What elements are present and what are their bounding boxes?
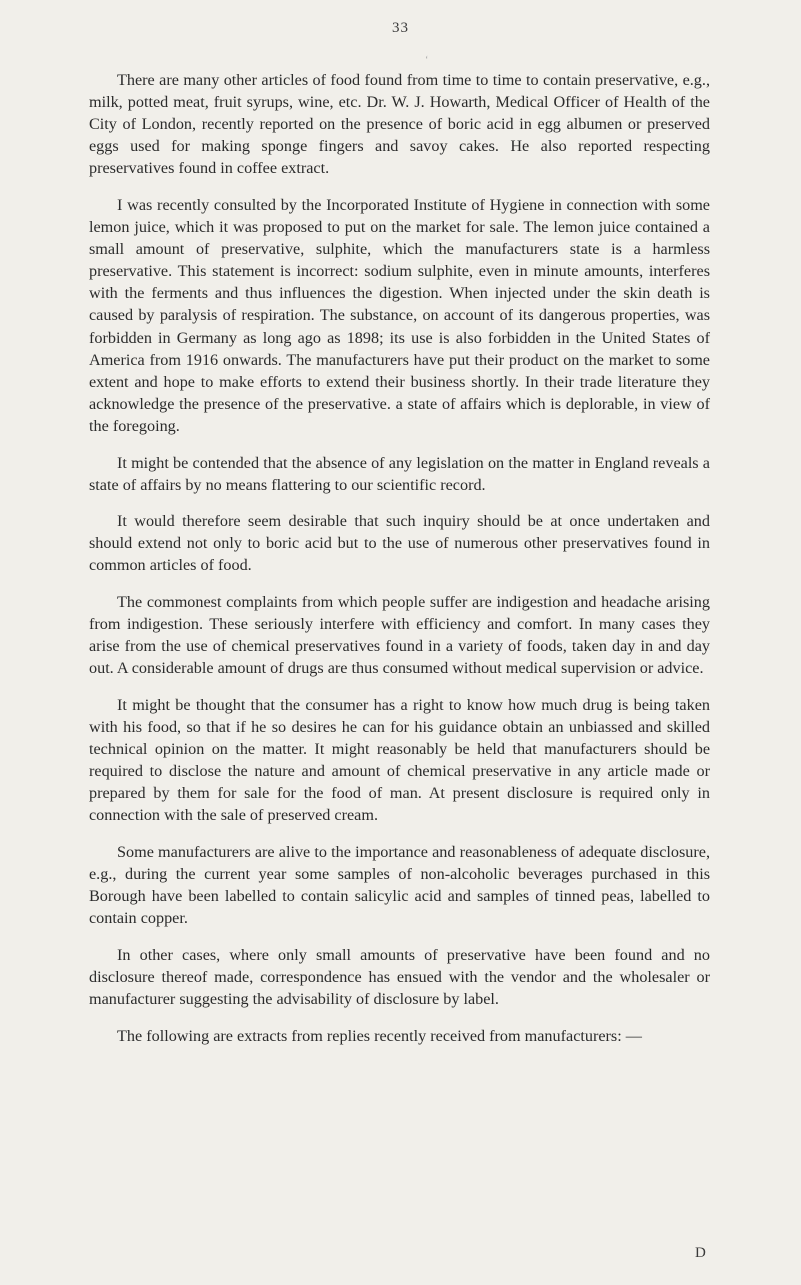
- paragraph-7: Some manufacturers are alive to the importance and reasonableness of adequate disclosure, e.g., during the current year some samples of non-alcoholic beverages purchased in this Borough have been labelled to contain salicylic acid and samples of tinned peas, labelled to contain copper.: [89, 842, 710, 928]
- signature-mark: D: [695, 1245, 706, 1261]
- paragraph-6: It might be thought that the consumer has a right to know how much drug is being taken with his food, so that if he so desires he can for his guidance obtain an unbiassed and skilled technical opinion on the matter. It might reasonably be held that manufacturers should be required to disclose the nature and amount of chemical preservative in any article made or prepared by them for sale for the food of man. At present disclosure is required only in connection with the sale of preserved cream.: [89, 695, 710, 825]
- paragraph-4: It would therefore seem desirable that such inquiry should be at once undertaken and should extend not only to boric acid but to the use of numerous other preservatives found in common articles of food.: [89, 512, 710, 575]
- paragraph-3: It might be contended that the absence of any legislation on the matter in England reveals a state of affairs by no means flattering to our scientific record.: [89, 453, 710, 494]
- page-number: 33: [392, 20, 409, 36]
- paragraph-2: I was recently consulted by the Incorporated Institute of Hygiene in connection with some lemon juice, which it was proposed to put on the market for sale. The lemon juice contained a small amount of preservative, sulphite, which the manufacturers state is a harmless preservative. This statement is incorrect: sodium sulphite, even in minute amounts, interferes with the ferments and thus influences the digestion. When injected under the skin death is caused by paralysis of respiration. The substance, on account of its dangerous properties, was forbidden in Germany as long ago as 1898; its use is also forbidden in the United States of America from 1916 onwards. The manufacturers have put their product on the market to some extent and hope to make efforts to extend their business shortly. In their trade literature they acknowledge the presence of the preservative. a state of affairs which is deplorable, in view of the foregoing.: [89, 195, 710, 435]
- paragraph-9: The following are extracts from replies recently received from manufacturers: —: [117, 1026, 642, 1045]
- paragraph-5: The commonest complaints from which people suffer are indigestion and headache arising from indigestion. These seriously interfere with efficiency and comfort. In many cases they arise from the use of chemical preservatives found in a variety of foods, taken day in and day out. A considerable amount of drugs are thus consumed without medical supervision or advice.: [89, 592, 710, 678]
- body-text: [89, 69, 710, 1061]
- stray-mark: ‘: [425, 55, 429, 66]
- paragraph-8: In other cases, where only small amounts of preservative have been found and no disclosure thereof made, correspondence has ensued with the vendor and the wholesaler or manufacturer suggesting the advisability of disclosure by label.: [89, 945, 710, 1008]
- paragraph-1: There are many other articles of food found from time to time to contain preservative, e.g., milk, potted meat, fruit syrups, wine, etc. Dr. W. J. Howarth, Medical Officer of Health of the City of London, recently reported on the presence of boric acid in egg albumen or preserved eggs used for making sponge fingers and savoy cakes. He also reported respecting preservatives found in coffee extract.: [89, 71, 710, 178]
